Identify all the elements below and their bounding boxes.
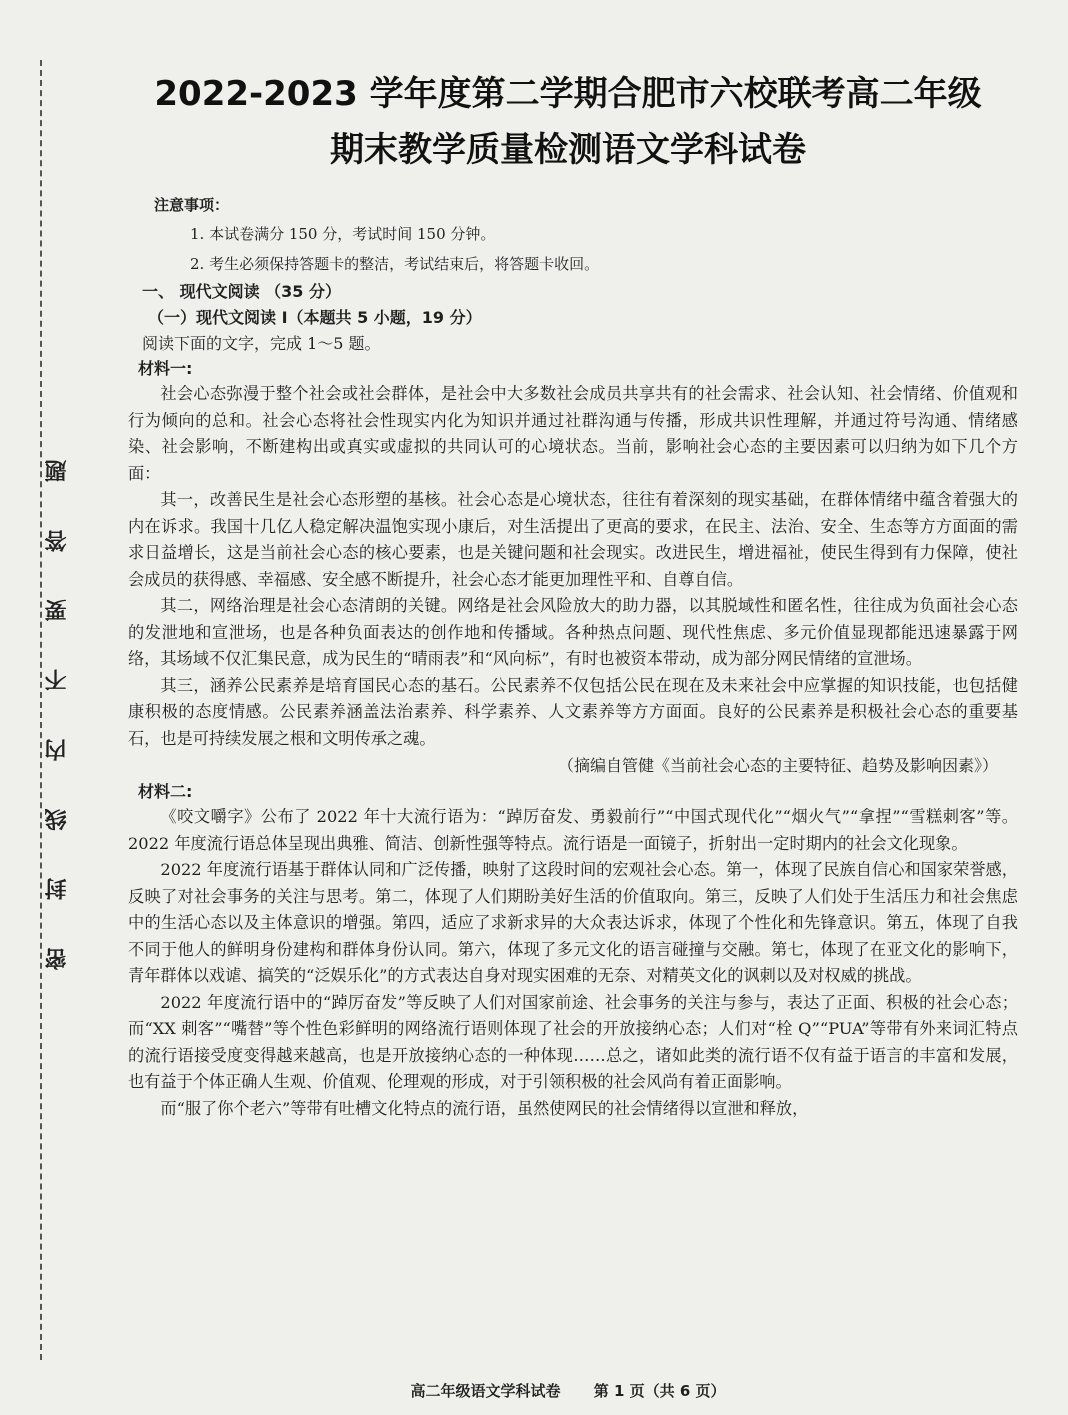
notice-heading: 注意事项： — [154, 196, 230, 214]
binding-margin-text: 密 封 线 内 不 要 答 题 — [45, 440, 70, 970]
material-one-paragraph: 其二，网络治理是社会心态清朗的关键。网络是社会风险放大的助力器，以其脱域性和匿名性，往往成为负面社会心态的发泄地和宣泄场，也是各种负面表达的创作地和传播域。各种热点问题、现代性焦虑、多元价值显现都能迅速暴露于网络，其场域不仅汇集民意，成为民生的“晴雨表”和“风向标”，有时也被资本带动，成为部分网民情绪的宣泄场。 — [128, 596, 1018, 668]
material-two-paragraph: 2022 年度流行语中的“踔厉奋发”等反映了人们对国家前途、社会事务的关注与参与，表达了正面、积极的社会心态；而“XX 刺客”“嘴替”等个性色彩鲜明的网络流行语则体现了社会的开放接纳心态；人们对“栓 Q”“PUA”等带有外来词汇特点的流行语接受度变得越来越高，也是开放接纳心态的一种体现……总之，诸如此类的流行语不仅有益于语言的丰富和发展，也有益于个体正确人生观、价值观、伦理观的形成，对于引领积极的社会风尚有着正面影响。 — [128, 992, 1018, 1091]
notice-item-2: 2. 考生必须保持答题卡的整洁，考试结束后，将答题卡收回。 — [190, 255, 600, 273]
material-one-paragraph: 其三，涵养公民素养是培育国民心态的基石。公民素养不仅包括公民在现在及未来社会中应掌握的知识技能，也包括健康积极的态度情感。公民素养涵盖法治素养、科学素养、人文素养等方方面面。良好的公民素养是积极社会心态的重要基石，也是可持续发展之根和文明传承之魂。 — [128, 675, 1018, 748]
material-one-paragraph: 社会心态弥漫于整个社会或社会群体，是社会中大多数社会成员共享共有的社会需求、社会认知、社会情绪、价值观和行为倾向的总和。社会心态将社会性现实内化为知识并通过社群沟通与传播，形成共识性理解，并通过符号沟通、情绪感染、社会影响，不断建构出或真实或虚拟的共同认可的心境状态。当前，影响社会心态的主要因素可以归纳为如下几个方面： — [128, 384, 1018, 483]
material-two-paragraph: 《咬文嚼字》公布了 2022 年十大流行语为：“踔厉奋发、勇毅前行”“中国式现代化”“烟火气”“拿捏”“雪糕刺客”等。2022 年度流行语总体呈现出典雅、简洁、创新性强等特点。流行语是一面镜子，折射出一定时期内的社会文化现象。 — [128, 807, 1018, 853]
page-footer — [118, 1380, 1018, 1401]
material-one-heading: 材料一: — [138, 359, 193, 378]
section-heading: 一、 现代文阅读 （35 分） — [142, 282, 341, 301]
footer-page-number: 第 1 页（共 6 页） — [593, 1382, 726, 1400]
material-two-paragraph: 而“服了你个老六”等带有吐槽文化特点的流行语，虽然使网民的社会情绪得以宣泄和释放， — [160, 1098, 809, 1118]
material-two-heading: 材料二: — [138, 782, 193, 801]
notice-block — [118, 194, 1018, 279]
notice-item-1: 1. 本试卷满分 150 分，考试时间 150 分钟。 — [190, 225, 496, 243]
material-two — [118, 780, 1018, 1122]
reading-instruction: 阅读下面的文字，完成 1～5 题。 — [142, 334, 381, 353]
exam-page — [118, 62, 1018, 1400]
subsection-heading: （一）现代文阅读 I（本题共 5 小题，19 分） — [148, 308, 482, 327]
material-one-source: （摘编自管健《当前社会心态的主要特征、趋势及影响因素》） — [557, 756, 998, 775]
material-one-paragraph: 其一，改善民生是社会心态形塑的基核。社会心态是心境状态，往往有着深刻的现实基础，在群体情绪中蕴含着强大的内在诉求。我国十几亿人稳定解决温饱实现小康后，对生活提出了更高的要求，在民主、法治、安全、生态等方方面面的需求日益增长，这是当前社会心态的核心要素，也是关键问题和社会现实。改进民生，增进福祉，使民生得到有力保障，使社会成员的获得感、幸福感、安全感不断提升，社会心态才能更加理性平和、自尊自信。 — [128, 490, 1018, 589]
material-two-paragraph: 2022 年度流行语基于群体认同和广泛传播，映射了这段时间的宏观社会心态。第一，体现了民族自信心和国家荣誉感，反映了对社会事务的关注与思考。第二，体现了人们期盼美好生活的价值取向。第三，反映了人们处于生活压力和社会焦虑中的生活心态以及主体意识的增强。第四，适应了求新求异的大众表达诉求，体现了个性化和先锋意识。第五，体现了自我不同于他人的鲜明身份建构和群体身份认同。第六，体现了多元文化的语言碰撞与交融。第七，体现了在亚文化的影响下，青年群体以戏谑、搞笑的“泛娱乐化”的方式表达自身对现实困难的无奈、对精英文化的讽刺以及对权威的挑战。 — [128, 860, 1018, 985]
material-one — [118, 357, 1018, 780]
exam-title-line1: 2022-2023 学年度第二学期合肥市六校联考高二年级 — [154, 74, 982, 114]
footer-subject: 高二年级语文学科试卷 — [410, 1382, 561, 1400]
exam-title-line2: 期末教学质量检测语文学科试卷 — [330, 130, 806, 170]
